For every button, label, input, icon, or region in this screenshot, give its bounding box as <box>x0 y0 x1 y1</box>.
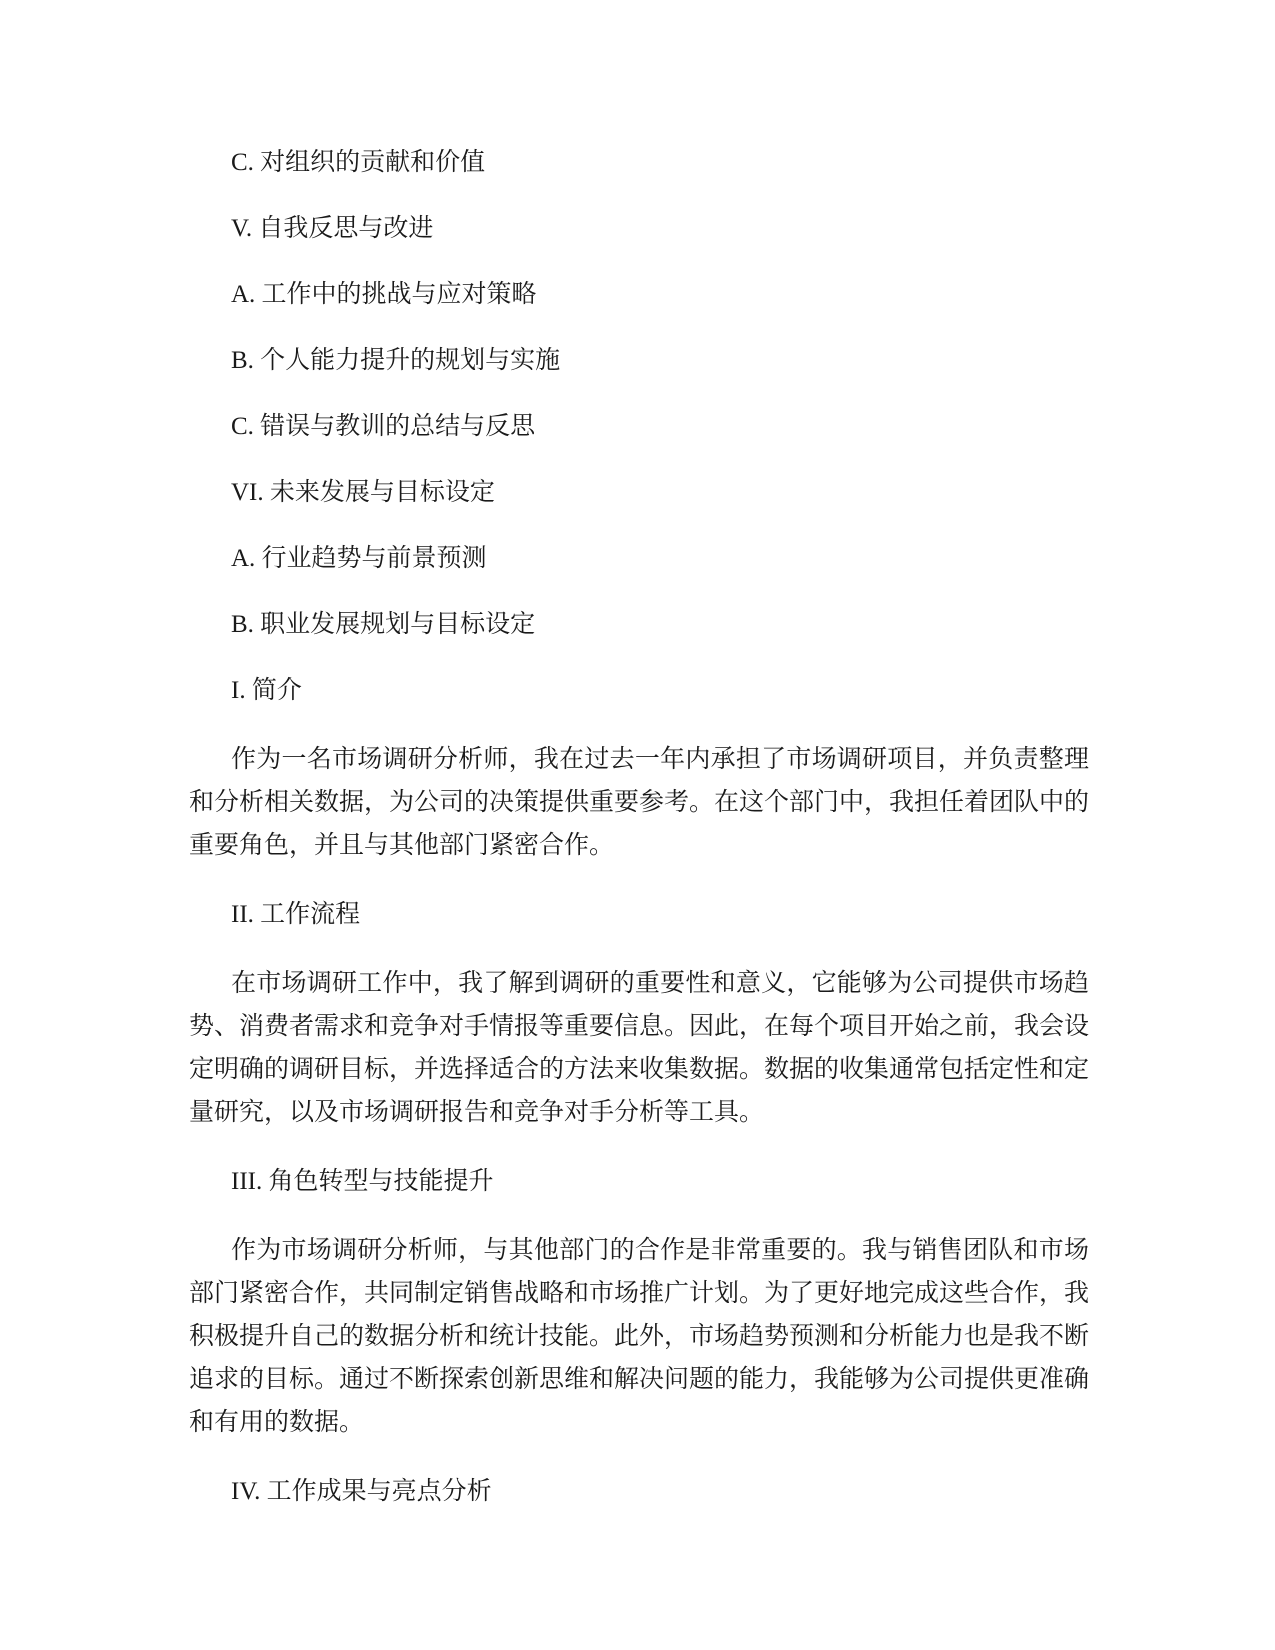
section-heading: V. 自我反思与改进 <box>231 215 434 242</box>
section-heading: III. 角色转型与技能提升 <box>231 1168 494 1195</box>
section-heading: C. 对组织的贡献和价值 <box>231 149 486 176</box>
body-paragraph: 在市场调研工作中，我了解到调研的重要性和意义，它能够为公司提供市场趋势、消费者需求和竞争对手情报等重要信息。因此，在每个项目开始之前，我会设定明确的调研目标，并选择适合的方法来收集数据。数据的收集通常包括定性和定量研究，以及市场调研报告和竞争对手分析等工具。 <box>189 970 1090 1126</box>
section-heading: II. 工作流程 <box>231 901 361 928</box>
document-body <box>189 144 1089 1539</box>
section-heading: B. 个人能力提升的规划与实施 <box>231 347 561 374</box>
section-heading: C. 错误与教训的总结与反思 <box>231 413 536 440</box>
section-heading: VI. 未来发展与目标设定 <box>231 479 495 506</box>
section-heading: IV. 工作成果与亮点分析 <box>231 1478 492 1505</box>
section-heading: A. 行业趋势与前景预测 <box>231 545 487 572</box>
body-paragraph: 作为市场调研分析师，与其他部门的合作是非常重要的。我与销售团队和市场部门紧密合作，共同制定销售战略和市场推广计划。为了更好地完成这些合作，我积极提升自己的数据分析和统计技能。此外，市场趋势预测和分析能力也是我不断追求的目标。通过不断探索创新思维和解决问题的能力，我能够为公司提供更准确和有用的数据。 <box>189 1237 1090 1436</box>
section-heading: I. 简介 <box>231 677 302 704</box>
section-heading: B. 职业发展规划与目标设定 <box>231 611 536 638</box>
body-paragraph: 作为一名市场调研分析师，我在过去一年内承担了市场调研项目，并负责整理和分析相关数据，为公司的决策提供重要参考。在这个部门中，我担任着团队中的重要角色，并且与其他部门紧密合作。 <box>189 746 1090 859</box>
section-heading: A. 工作中的挑战与应对策略 <box>231 281 537 308</box>
